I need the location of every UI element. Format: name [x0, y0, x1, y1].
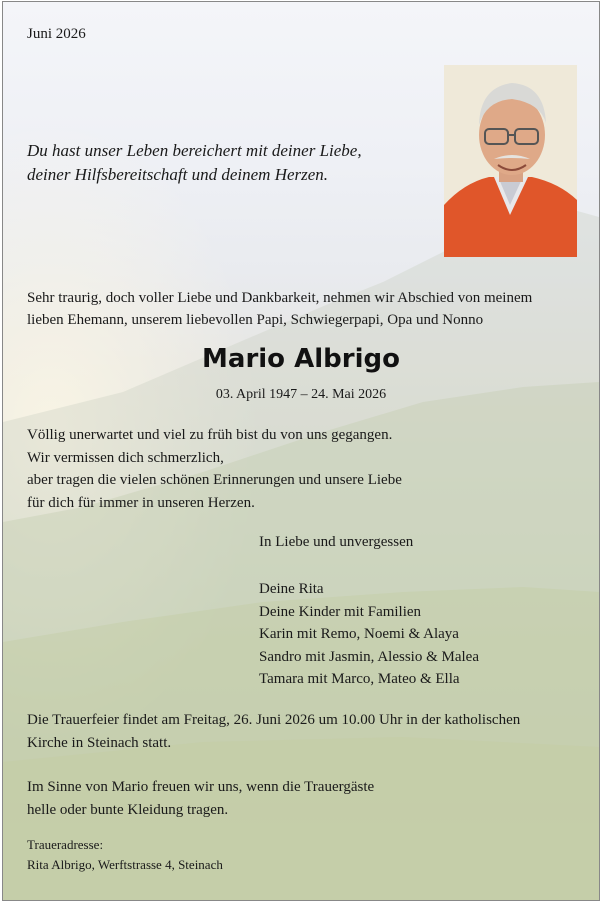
- mourners-list: [259, 578, 579, 691]
- address-label: Traueradresse:: [27, 837, 104, 852]
- obituary-page: [2, 1, 600, 901]
- mourner-entry: Karin mit Remo, Noemi & Alaya: [259, 626, 459, 642]
- deceased-name: Mario Albrigo: [202, 344, 400, 374]
- attire-line: Im Sinne von Mario freuen wir uns, wenn die Trauergäste: [27, 779, 375, 795]
- farewell-text: [27, 424, 507, 514]
- publication-date: Juni 2026: [27, 26, 86, 42]
- attire-line: helle oder bunte Kleidung tragen.: [27, 801, 229, 818]
- farewell-line: aber tragen die vielen schönen Erinnerungen und unsere Liebe: [27, 472, 402, 488]
- mourner-entry: Sandro mit Jasmin, Alessio & Malea: [259, 648, 479, 665]
- ceremony-line: Kirche in Steinach statt.: [27, 734, 172, 751]
- mourner-entry: Deine Kinder mit Familien: [259, 603, 422, 620]
- mourner-entry: Deine Rita: [259, 581, 324, 597]
- intro-text: [27, 287, 587, 331]
- mourning-address: Rita Albrigo, Werftstrasse 4, Steinach: [27, 857, 223, 872]
- portrait-photo: [444, 65, 577, 257]
- memorial-quote: [27, 139, 437, 187]
- ceremony-info: [27, 709, 587, 754]
- intro-line: lieben Ehemann, unserem liebevollen Papi, Schwiegerpapi, Opa und Nonno: [27, 312, 484, 328]
- quote-line: deiner Hilfsbereitschaft und deinem Herzen.: [27, 165, 329, 184]
- ceremony-line: Die Trauerfeier findet am Freitag, 26. Juni 2026 um 10.00 Uhr in der katholischen: [27, 712, 521, 728]
- mourners-heading: In Liebe und unvergessen: [259, 534, 414, 550]
- farewell-line: für dich für immer in unseren Herzen.: [27, 494, 255, 511]
- intro-line: Sehr traurig, doch voller Liebe und Dankbarkeit, nehmen wir Abschied von meinem: [27, 290, 533, 306]
- farewell-line: Wir vermissen dich schmerzlich,: [27, 449, 224, 466]
- quote-line: Du hast unser Leben bereichert mit deiner Liebe,: [27, 141, 362, 160]
- mourner-entry: Tamara mit Marco, Mateo & Ella: [259, 671, 460, 687]
- life-dates: 03. April 1947 – 24. Mai 2026: [215, 387, 387, 402]
- farewell-line: Völlig unerwartet und viel zu früh bist du von uns gegangen.: [27, 427, 393, 443]
- attire-note: [27, 776, 587, 821]
